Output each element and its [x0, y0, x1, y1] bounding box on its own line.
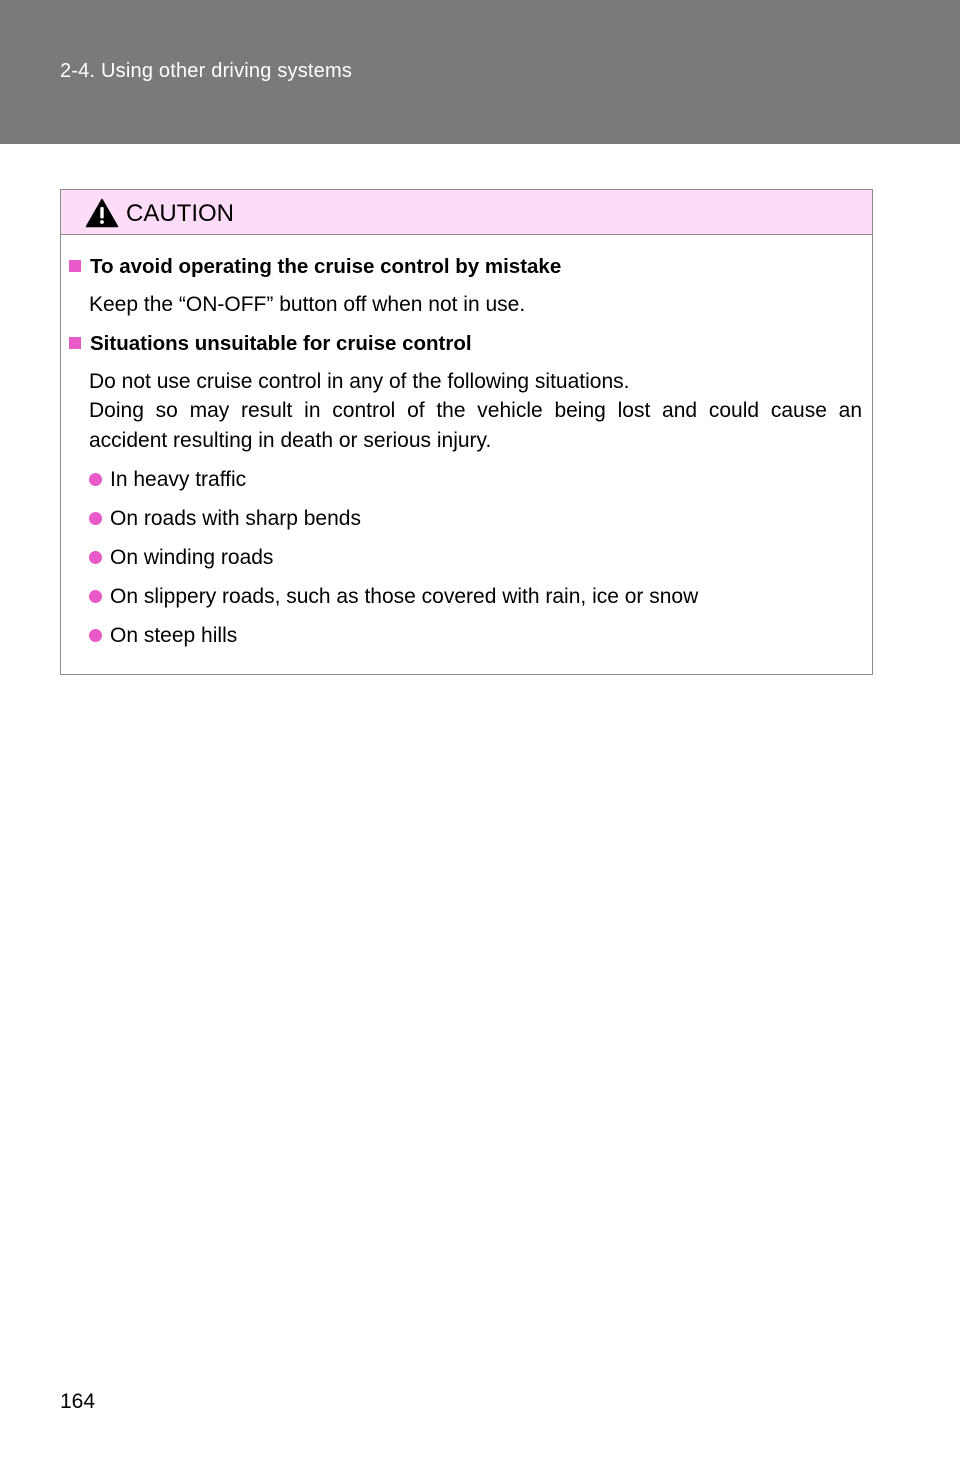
caution-header	[61, 190, 872, 235]
section-heading-text: Situations unsuitable for cruise control	[90, 332, 472, 355]
round-bullet-icon	[89, 473, 102, 486]
round-bullet-icon	[89, 512, 102, 525]
round-bullet-icon	[89, 590, 102, 603]
list-item: On winding roads	[89, 546, 273, 570]
round-bullet-icon	[89, 551, 102, 564]
header-band	[0, 0, 960, 144]
list-item: On roads with sharp bends	[89, 507, 361, 531]
section-title: 2-4. Using other driving systems	[60, 60, 353, 82]
list-item: In heavy traffic	[89, 468, 246, 492]
square-bullet-icon	[69, 337, 81, 349]
section-heading	[69, 255, 561, 279]
list-item: On steep hills	[89, 624, 237, 648]
section-text: Do not use cruise control in any of the following situations.	[89, 370, 630, 393]
square-bullet-icon	[69, 260, 81, 272]
warning-triangle-icon	[85, 198, 119, 228]
section-heading	[69, 332, 472, 356]
section-heading-text: To avoid operating the cruise control by mistake	[90, 255, 562, 278]
caution-label: CAUTION	[126, 200, 234, 227]
round-bullet-icon	[89, 629, 102, 642]
caution-box	[60, 189, 873, 675]
section-text: Doing so may result in control of the vehicle being lost and could cause an accident resulting in death or serious injury.	[89, 399, 862, 452]
section-text: Keep the “ON-OFF” button off when not in use.	[89, 293, 526, 316]
page-number: 164	[60, 1390, 96, 1413]
list-item: On slippery roads, such as those covered with rain, ice or snow	[89, 585, 698, 609]
